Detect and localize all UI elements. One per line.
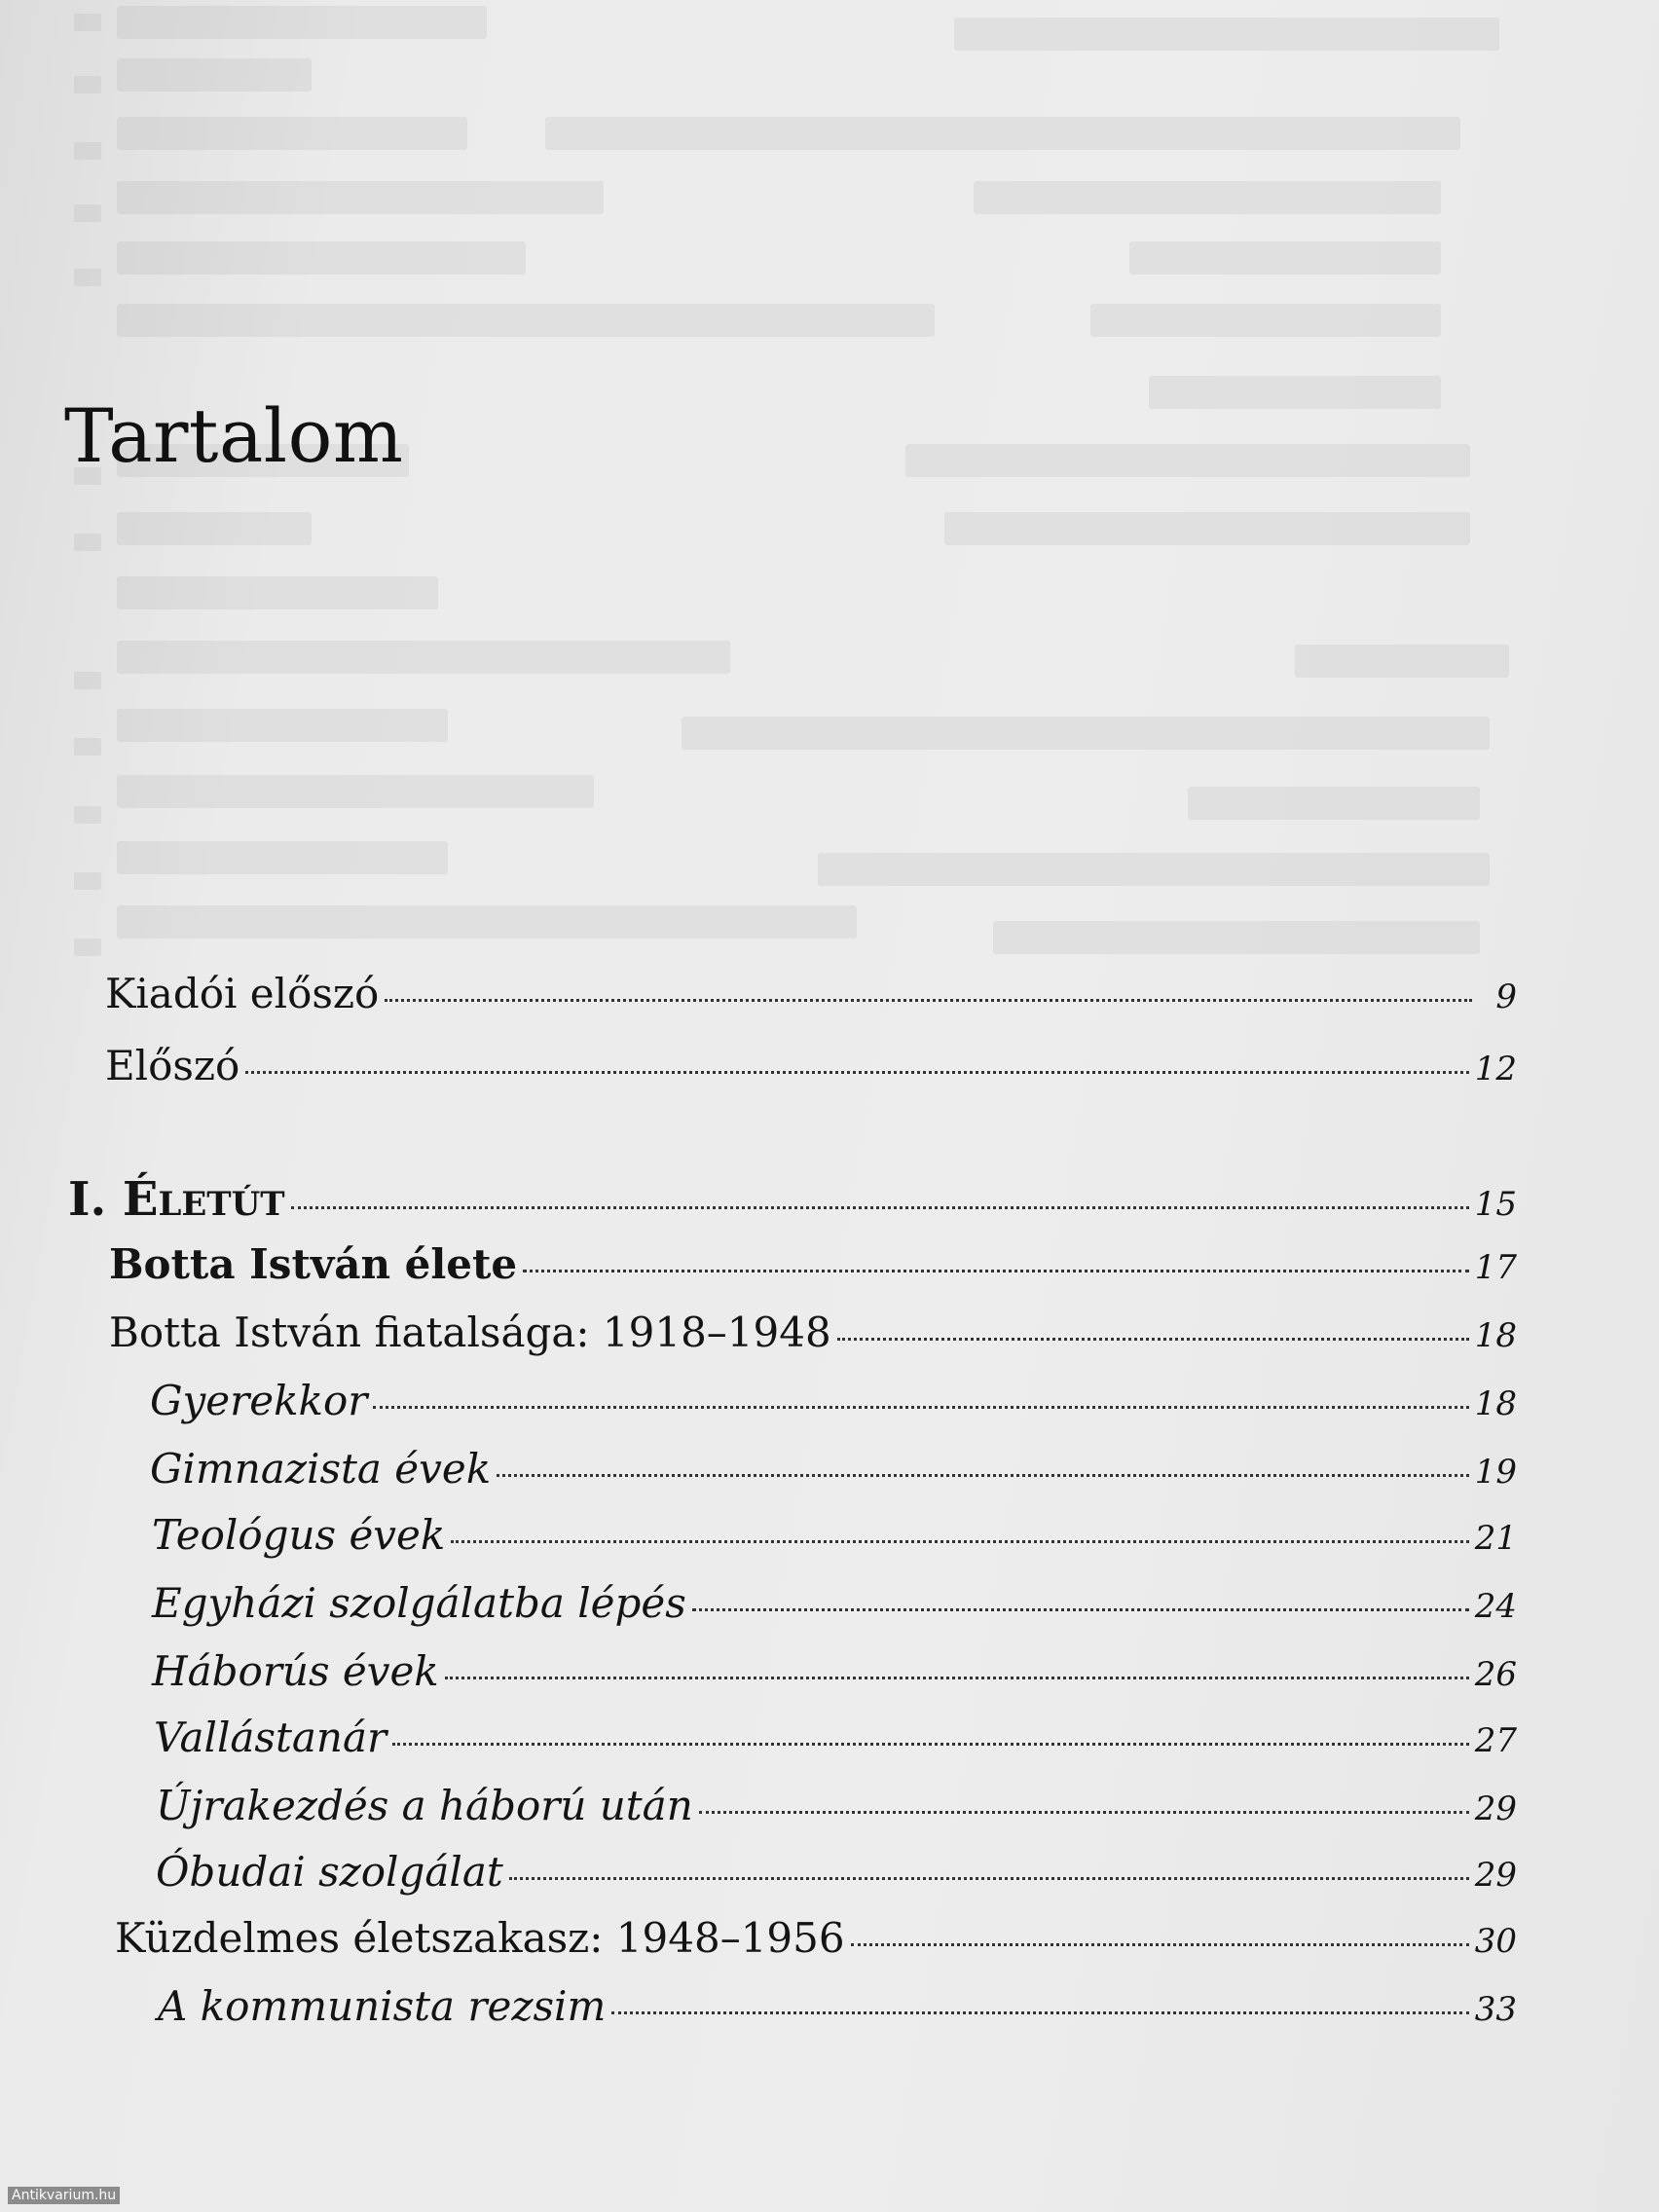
show-through-line: [545, 117, 1460, 150]
show-through-number: [74, 672, 101, 689]
toc-page-number: 18: [1474, 1316, 1517, 1355]
toc-entry[interactable]: [152, 1647, 1517, 1702]
show-through-number: [74, 806, 101, 824]
show-through-line: [117, 117, 467, 150]
show-through-line: [117, 905, 857, 939]
show-through-number: [74, 204, 101, 222]
toc-entry-label: Vallástanár: [154, 1714, 387, 1761]
toc-page-number: 15: [1474, 1185, 1517, 1224]
toc-entry-label: Gyerekkor: [150, 1377, 368, 1424]
show-through-number: [74, 76, 101, 93]
toc-entry-label: A kommunista rezsim: [158, 1982, 607, 2030]
dot-leader: [291, 1206, 1469, 1209]
show-through-number: [74, 269, 101, 286]
toc-entry[interactable]: [109, 1240, 1517, 1295]
dot-leader: [245, 1071, 1468, 1074]
toc-page-number: 29: [1474, 1856, 1517, 1895]
dot-leader: [692, 1608, 1469, 1611]
show-through-line: [682, 717, 1490, 750]
show-through-line: [1129, 241, 1441, 275]
show-through-line: [1149, 376, 1441, 409]
dot-leader: [497, 1474, 1469, 1477]
dot-leader: [392, 1743, 1469, 1746]
toc-page-number: 17: [1474, 1248, 1517, 1287]
dot-leader: [611, 2011, 1468, 2014]
dot-leader: [851, 1943, 1469, 1946]
toc-page-number: 33: [1474, 1990, 1517, 2029]
show-through-line: [117, 641, 730, 674]
show-through-line: [117, 241, 526, 275]
toc-entry-label: Gimnazista évek: [150, 1445, 492, 1493]
show-through-line: [944, 512, 1470, 545]
show-through-line: [117, 304, 935, 337]
dot-leader: [509, 1877, 1469, 1880]
show-through-line: [1090, 304, 1441, 337]
toc-entry-label: Előszó: [105, 1042, 240, 1089]
dot-leader: [385, 999, 1472, 1002]
toc-entry[interactable]: [150, 1377, 1517, 1431]
toc-entry[interactable]: [105, 1042, 1517, 1096]
part-number: I.: [68, 1172, 123, 1227]
toc-entry[interactable]: [156, 1848, 1517, 1902]
toc-page-number: 9: [1495, 977, 1517, 1016]
toc-entry-label: Óbudai szolgálat: [156, 1848, 503, 1896]
toc-entry[interactable]: [156, 1782, 1517, 1836]
toc-entry-label: Kiadói előszó: [105, 970, 380, 1017]
dot-leader: [699, 1811, 1469, 1814]
toc-entry-label: Küzdelmes életszakasz: 1948–1956: [115, 1914, 845, 1962]
show-through-line: [818, 853, 1490, 886]
toc-entry[interactable]: [109, 1309, 1517, 1363]
toc-entry[interactable]: [105, 970, 1517, 1024]
show-through-line: [117, 58, 312, 92]
show-through-line: [993, 921, 1480, 954]
toc-entry-label: Háborús évek: [152, 1647, 439, 1695]
show-through-line: [117, 841, 448, 874]
show-through-number: [74, 534, 101, 551]
dot-leader: [837, 1338, 1469, 1341]
show-through-line: [117, 512, 312, 545]
toc-entry[interactable]: [152, 1579, 1517, 1634]
show-through-number: [74, 939, 101, 956]
show-through-line: [974, 181, 1441, 214]
part-title: Életút: [122, 1172, 285, 1227]
toc-entry[interactable]: [152, 1511, 1517, 1566]
show-through-line: [117, 181, 604, 214]
toc-page-number: 27: [1474, 1721, 1517, 1760]
dot-leader: [373, 1406, 1468, 1409]
toc-entry-label: Teológus évek: [152, 1511, 446, 1559]
toc-entry[interactable]: [150, 1445, 1517, 1499]
dot-leader: [451, 1540, 1468, 1543]
toc-entry[interactable]: [154, 1714, 1517, 1768]
toc-page-number: 24: [1474, 1587, 1517, 1626]
toc-entry-label: Botta István élete: [109, 1240, 518, 1288]
toc-page-number: 12: [1474, 1050, 1517, 1088]
toc-entry-label: Újrakezdés a háború után: [156, 1782, 693, 1829]
show-through-line: [954, 18, 1499, 51]
toc-entry-label: Egyházi szolgálatba lépés: [152, 1579, 686, 1627]
show-through-number: [74, 738, 101, 756]
toc-page-number: 19: [1474, 1453, 1517, 1492]
show-through-line: [117, 576, 438, 609]
toc-part-heading[interactable]: [68, 1172, 1517, 1227]
toc-entry-label: Botta István fiatalsága: 1918–1948: [109, 1309, 831, 1356]
show-through-number: [74, 14, 101, 31]
dot-leader: [523, 1270, 1469, 1272]
toc-page-number: 29: [1474, 1789, 1517, 1828]
show-through-line: [117, 709, 448, 742]
show-through-line: [117, 775, 594, 808]
toc-entry-label: [68, 1172, 285, 1227]
show-through-number: [74, 872, 101, 890]
page-title: Tartalom: [64, 391, 404, 479]
toc-page-number: 30: [1474, 1922, 1517, 1961]
toc-page-number: 26: [1474, 1655, 1517, 1694]
toc-page-number: 21: [1474, 1519, 1517, 1558]
watermark: Antikvarium.hu: [8, 2187, 120, 2204]
toc-entry[interactable]: [158, 1982, 1517, 2037]
show-through-line: [117, 6, 487, 39]
show-through-line: [1188, 787, 1480, 820]
show-through-line: [1295, 645, 1509, 678]
toc-page-number: 18: [1474, 1384, 1517, 1423]
show-through-number: [74, 142, 101, 160]
show-through-line: [905, 444, 1470, 477]
dot-leader: [445, 1677, 1469, 1679]
toc-entry[interactable]: [115, 1914, 1517, 1969]
